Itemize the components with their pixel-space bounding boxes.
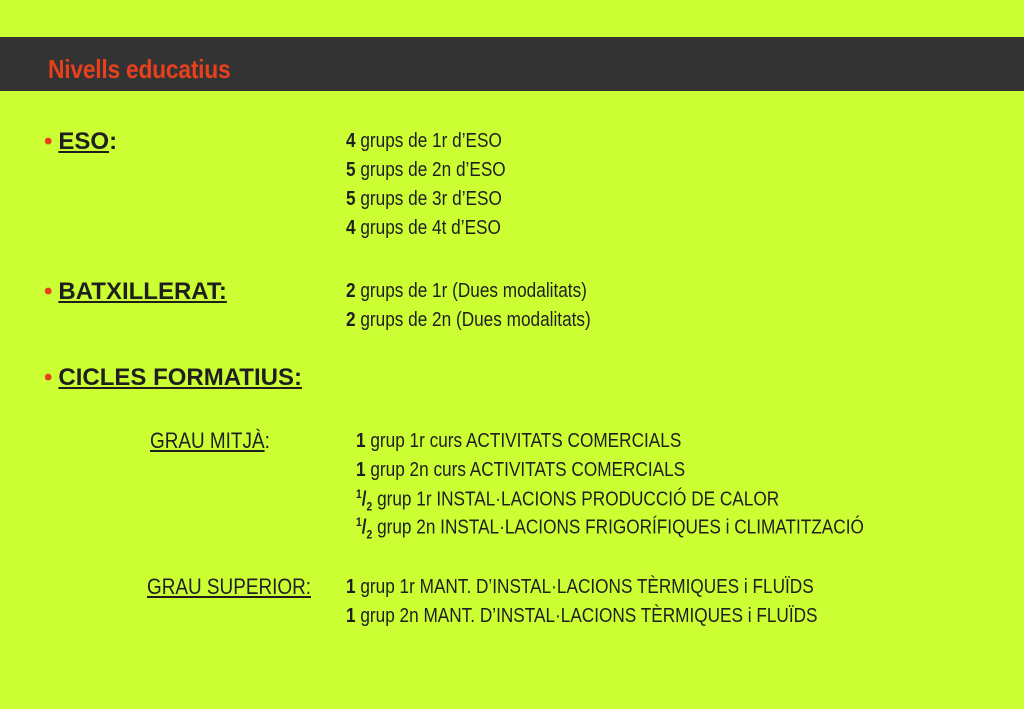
eso-label: ESO: [58, 128, 110, 155]
bullet-dot-icon: •: [44, 128, 53, 155]
eso-line-1: 4 grups de 1r d’ESO: [346, 130, 502, 152]
batxillerat-line-2: 2 grups de 2n (Dues modalitats): [346, 309, 591, 331]
grau-mitja-line-2: 1 grup 2n curs ACTIVITATS COMERCIALS: [356, 459, 686, 481]
grau-superior-line-2: 1 grup 2n MANT. D’INSTAL·LACIONS TÈRMIQUES i FLUÏDS: [346, 605, 818, 627]
grau-superior-heading: GRAU SUPERIOR:: [147, 574, 312, 599]
batxillerat-heading: [44, 278, 227, 306]
grau-mitja-line-3: $^1/_2$ grup 1r INSTAL·LACIONS PRODUCCIÓ DE CALOR: [356, 487, 780, 514]
cicles-heading: [44, 364, 302, 392]
batxillerat-line-1: 2 grups de 1r (Dues modalitats): [346, 280, 587, 302]
grau-mitja-line-4: $^1/_2$ grup 2n INSTAL·LACIONS FRIGORÍFIQUES i CLIMATITZACIÓ: [356, 515, 864, 542]
grau-superior-line-1: 1 grup 1r MANT. D’INSTAL·LACIONS TÈRMIQUES i FLUÏDS: [346, 576, 814, 598]
eso-line-3: 5 grups de 3r d’ESO: [346, 188, 502, 210]
grau-mitja-heading: GRAU MITJÀ:: [150, 428, 270, 453]
grau-mitja-line-1: 1 grup 1r curs ACTIVITATS COMERCIALS: [356, 430, 682, 452]
eso-line-4: 4 grups de 4t d’ESO: [346, 217, 501, 239]
cicles-label: CICLES FORMATIUS:: [58, 364, 302, 391]
bullet-dot-icon: •: [44, 364, 53, 391]
eso-line-2: 5 grups de 2n d’ESO: [346, 159, 506, 181]
eso-heading: • ESO:: [44, 128, 118, 155]
bullet-dot-icon: •: [44, 278, 53, 305]
page-title: Nivells educatius: [48, 54, 231, 84]
batxillerat-label: BATXILLERAT:: [58, 278, 227, 305]
